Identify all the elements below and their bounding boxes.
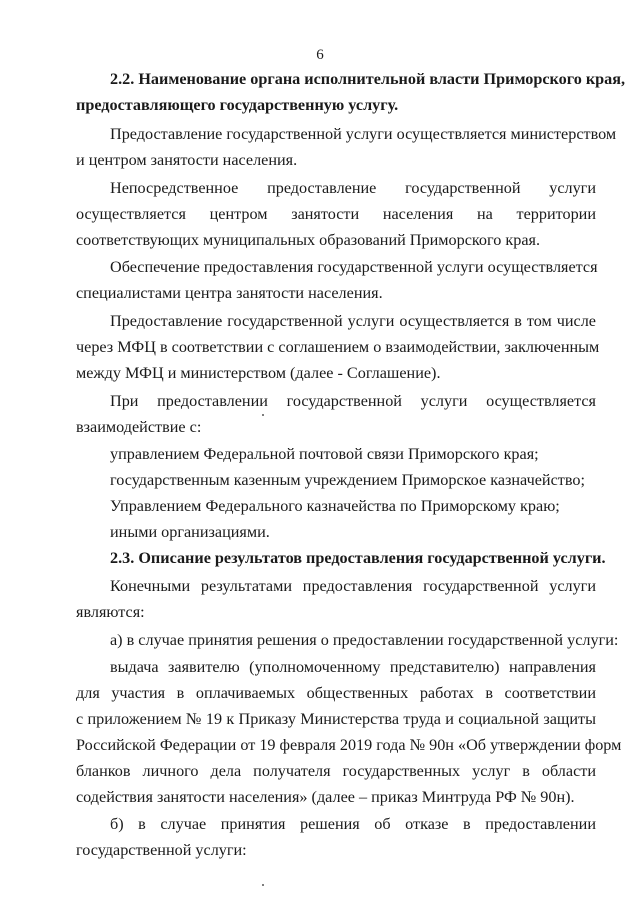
paragraph-line: взаимодействие с:	[76, 418, 202, 436]
paragraph-line: специалистами центра занятости населения.	[76, 284, 383, 302]
paragraph-line: При предоставлении государственной услуги осуществляется	[110, 392, 596, 410]
paragraph-line: осуществляется центром занятости населения на территории	[76, 205, 596, 223]
paragraph-line: Российской Федерации от 19 февраля 2019 года № 90н «Об утверждении форм	[76, 736, 622, 754]
paragraph-line: для участия в оплачиваемых общественных работах в соответствии	[76, 684, 596, 702]
paragraph-line: являются:	[76, 603, 145, 621]
paragraph-line: содействия занятости населения» (далее – приказ Минтруда РФ № 90н).	[76, 788, 575, 806]
list-item: иными организациями.	[110, 523, 270, 541]
section-2-3-heading: 2.3. Описание результатов предоставления государственной услуги.	[110, 549, 606, 567]
paragraph-line: и центром занятости населения.	[76, 151, 298, 169]
scan-speck	[262, 884, 264, 886]
paragraph-line: с приложением № 19 к Приказу Министерства труда и социальной защиты	[76, 710, 596, 728]
paragraph-line: Обеспечение предоставления государственной услуги осуществляется	[110, 258, 598, 276]
paragraph-line: через МФЦ в соответствии с соглашением о взаимодействии, заключенным	[76, 338, 600, 356]
section-2-2-heading-line-1: 2.2. Наименование органа исполнительной власти Приморского края,	[110, 70, 626, 88]
list-item: государственным казенным учреждением Приморское казначейство;	[110, 471, 585, 489]
paragraph-line: между МФЦ и министерством (далее - Соглашение).	[76, 364, 441, 382]
paragraph-line: Конечными результатами предоставления государственной услуги	[110, 577, 596, 595]
paragraph-line: бланков личного дела получателя государственных услуг в области	[76, 762, 596, 780]
paragraph-line: выдача заявителю (уполномоченному представителю) направления	[110, 658, 596, 676]
list-item: управлением Федеральной почтовой связи Приморского края;	[110, 445, 539, 463]
list-item: Управлением Федерального казначейства по Приморскому краю;	[110, 497, 560, 515]
paragraph-line: Непосредственное предоставление государственной услуги	[110, 179, 596, 197]
paragraph-line: государственной услуги:	[76, 841, 247, 859]
page-number: 6	[316, 47, 324, 63]
paragraph-line: соответствующих муниципальных образований Приморского края.	[76, 231, 541, 249]
paragraph-line: б) в случае принятия решения об отказе в предоставлении	[110, 815, 596, 833]
paragraph-line: а) в случае принятия решения о предоставлении государственной услуги:	[110, 631, 619, 649]
paragraph-line: Предоставление государственной услуги осуществляется в том числе	[110, 312, 596, 330]
paragraph-line: Предоставление государственной услуги осуществляется министерством	[110, 125, 617, 143]
section-2-2-heading-line-2: предоставляющего государственную услугу.	[76, 96, 399, 114]
scan-speck	[262, 414, 264, 416]
